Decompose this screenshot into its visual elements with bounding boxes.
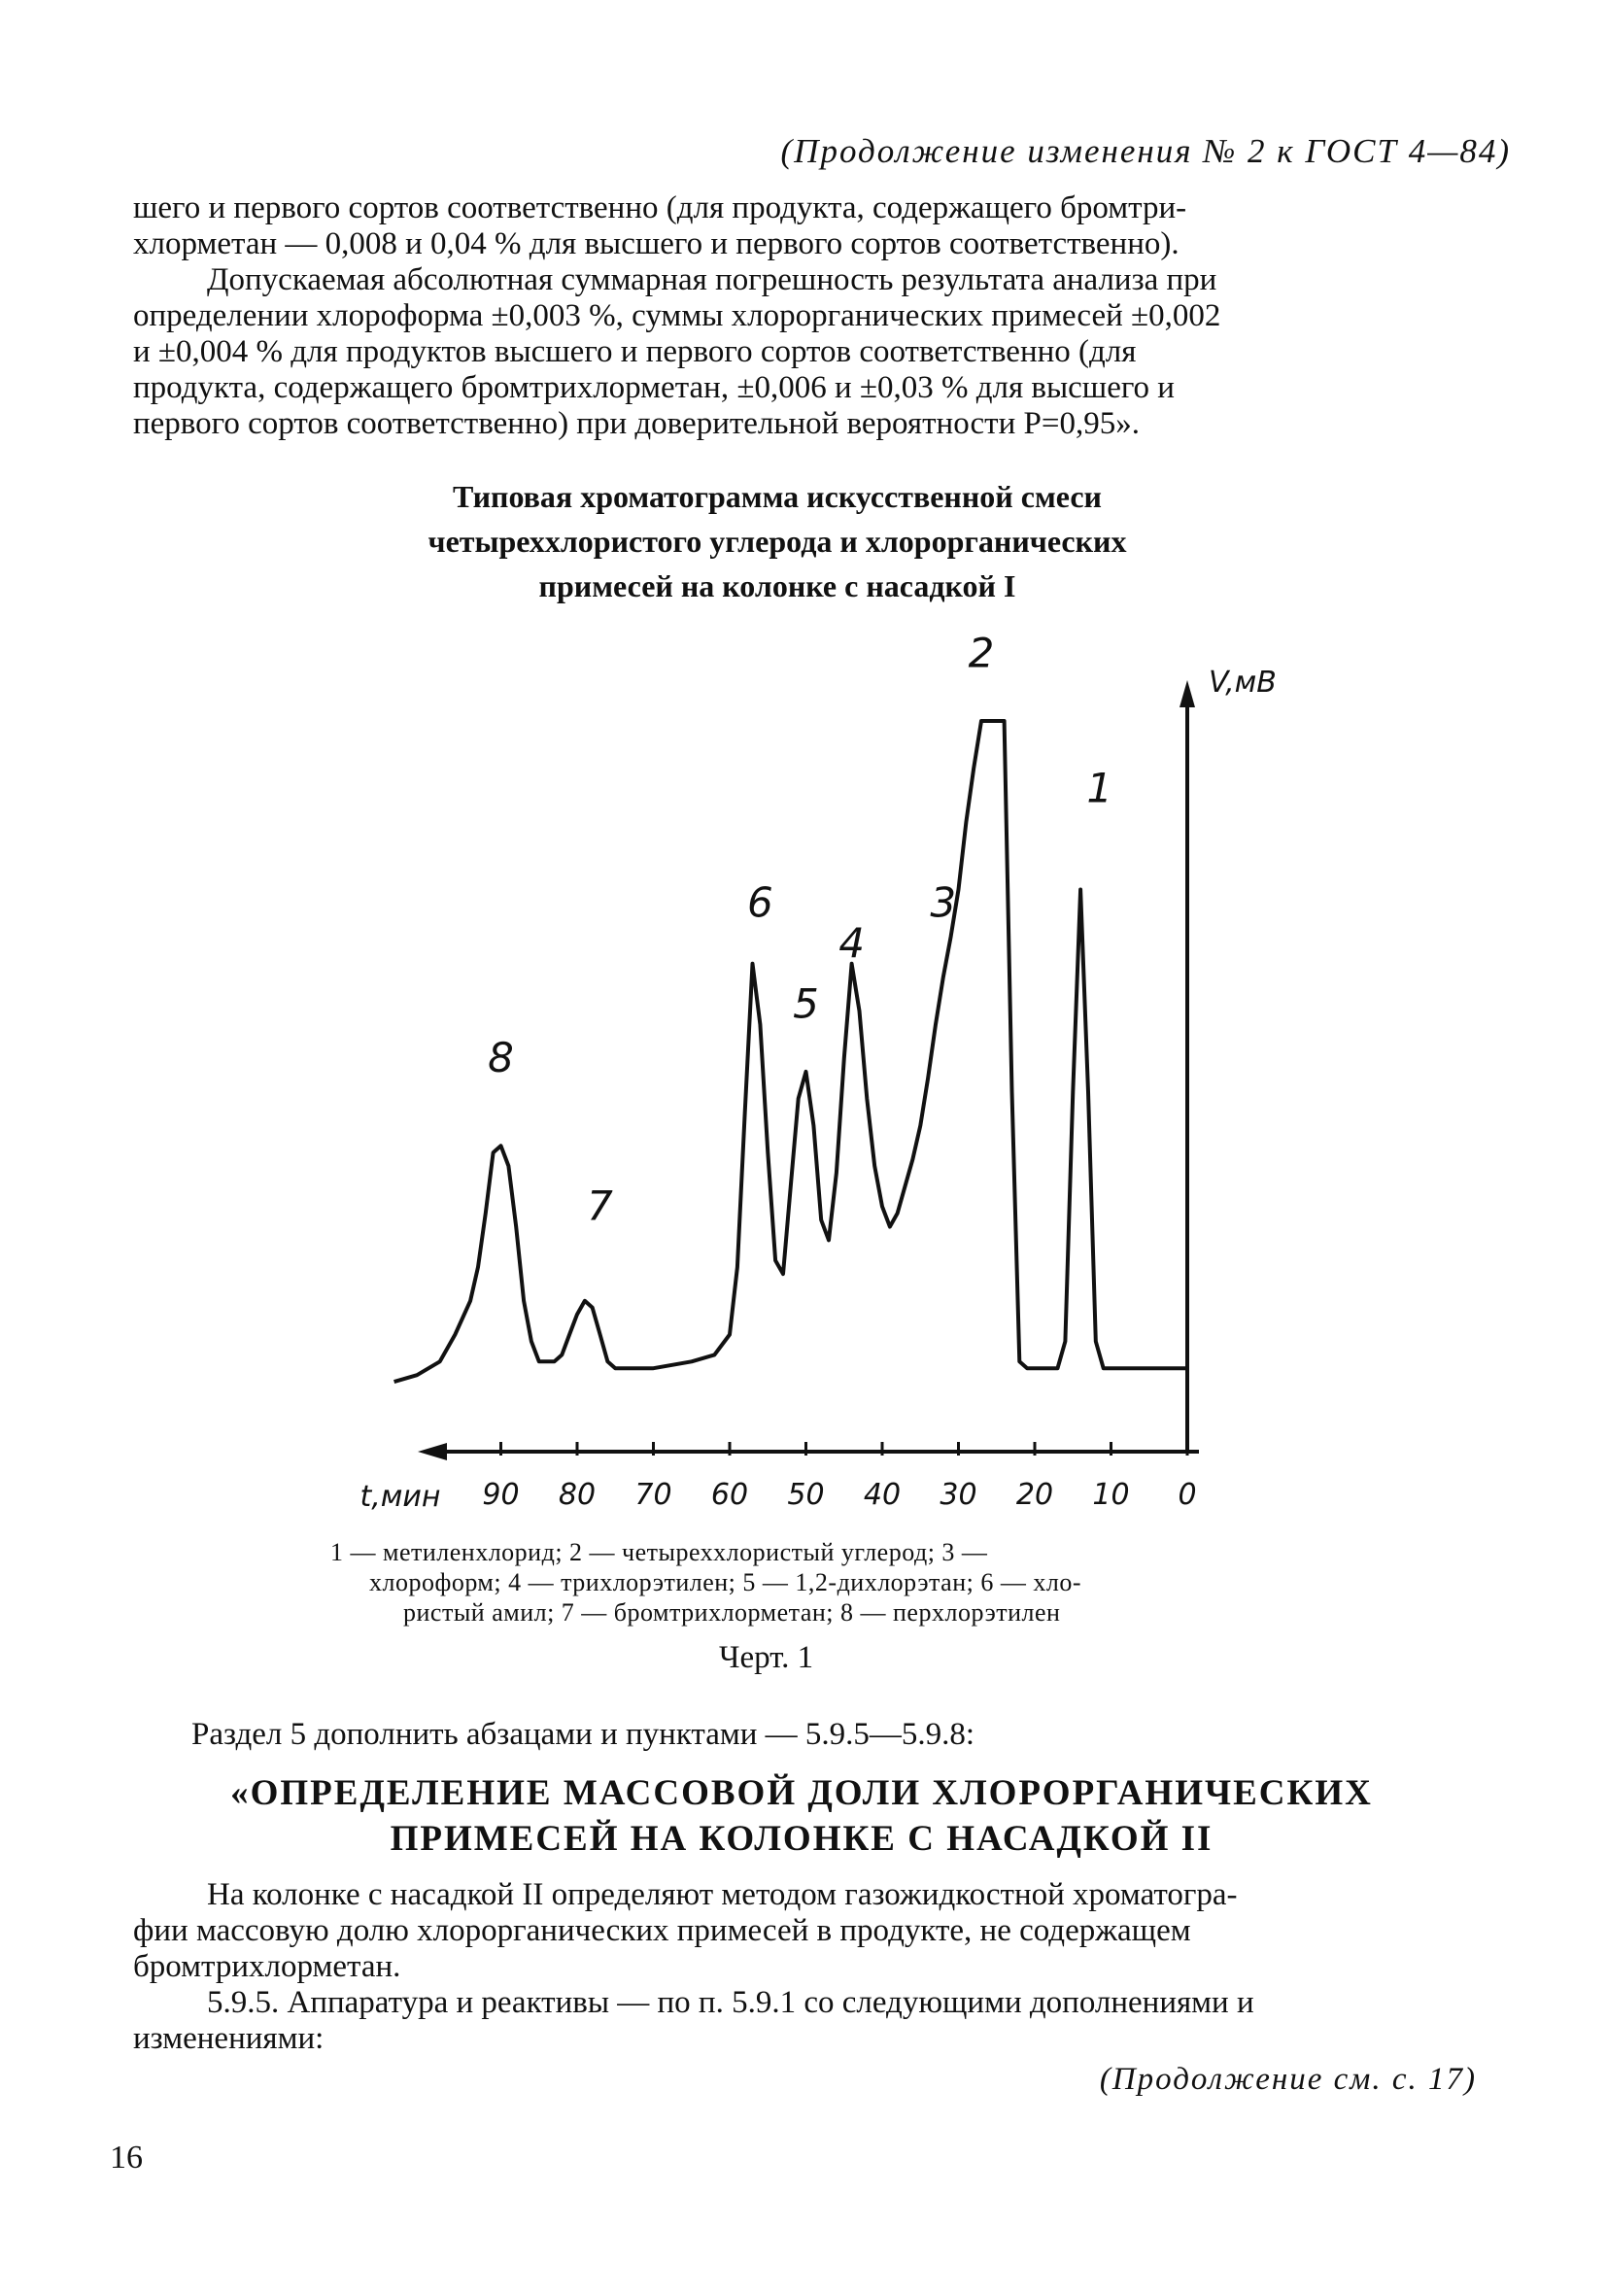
text-line: 5.9.5. Аппаратура и реактивы — по п. 5.9.1 со следующими дополнениями и <box>207 1985 1254 2020</box>
x-tick-label: 0 <box>1178 1478 1197 1512</box>
paragraph-block-2 <box>133 1877 1484 2057</box>
peak-label-1: 1 <box>1086 764 1113 812</box>
plot-layer <box>359 629 1276 1514</box>
legend-line: ристый амил; 7 — бромтрихлорметан; 8 — перхлорэтилен <box>403 1598 1061 1627</box>
x-tick-label: 70 <box>634 1478 672 1512</box>
x-axis-label: t,мин <box>359 1480 441 1514</box>
text-line: определении хлороформа ±0,003 %, суммы хлорорганических примесей ±0,002 <box>133 298 1221 333</box>
peak-label-3: 3 <box>930 878 957 927</box>
x-tick-label: 20 <box>1015 1478 1054 1512</box>
x-tick-label: 50 <box>787 1478 825 1512</box>
figure-title-line: Типовая хроматограмма искусственной смеси <box>453 479 1102 514</box>
peak-label-5: 5 <box>793 979 819 1028</box>
x-tick-label: 10 <box>1092 1478 1130 1512</box>
text-line: шего и первого сортов соответственно (для продукта, содержащего бромтри- <box>133 190 1187 225</box>
text-line: Допускаемая абсолютная суммарная погрешность результата анализа при <box>207 262 1217 297</box>
peak-label-8: 8 <box>488 1033 514 1081</box>
section-heading-line: «ОПРЕДЕЛЕНИЕ МАССОВОЙ ДОЛИ ХЛОРОРГАНИЧЕСКИХ <box>230 1773 1373 1813</box>
text-line: и ±0,004 % для продуктов высшего и первого сортов соответственно (для <box>133 334 1137 369</box>
text-line: хлорметан — 0,008 и 0,04 % для высшего и первого сортов соответственно). <box>133 226 1180 261</box>
legend-line: 1 — метиленхлорид; 2 — четыреххлористый углерод; 3 — <box>330 1538 988 1566</box>
section-heading <box>175 1770 1428 1862</box>
section-heading-line: ПРИМЕСЕЙ НА КОЛОНКЕ С НАСАДКОЙ II <box>390 1819 1214 1859</box>
continuation-footer: (Продолжение см. с. 17) <box>1099 2062 1477 2097</box>
section-intro: Раздел 5 дополнить абзацами и пунктами — 5.9.5—5.9.8: <box>191 1717 975 1752</box>
figure-title-line: четыреххлористого углерода и хлорорганических <box>427 524 1127 559</box>
text-line: На колонке с насадкой II определяют методом газожидкостной хроматогра- <box>207 1877 1238 1912</box>
peak-label-4: 4 <box>838 918 865 967</box>
text-line: первого сортов соответственно) при доверительной вероятности P=0,95». <box>133 406 1140 441</box>
x-tick-label: 60 <box>710 1478 749 1512</box>
peak-label-6: 6 <box>747 878 773 927</box>
x-axis-arrow <box>418 1443 447 1460</box>
figure-title-line: примесей на колонке с насадкой I <box>538 568 1016 603</box>
peak-label-2: 2 <box>968 629 995 677</box>
text-line: бромтрихлорметан. <box>133 1949 401 1984</box>
text-line: фии массовую долю хлорорганических примесей в продукте, не содержащем <box>133 1913 1191 1948</box>
x-tick-label: 30 <box>940 1478 977 1512</box>
figure-legend <box>330 1537 1302 1628</box>
x-tick-label: 90 <box>482 1478 520 1512</box>
page-number: 16 <box>110 2140 143 2176</box>
y-axis-arrow <box>1180 680 1195 707</box>
legend-line: хлороформ; 4 — трихлорэтилен; 5 — 1,2-дихлорэтан; 6 — хло- <box>369 1568 1081 1596</box>
text-line: изменениями: <box>133 2021 325 2056</box>
figure-number: Черт. 1 <box>719 1640 814 1675</box>
continuation-header: (Продолжение изменения № 2 к ГОСТ 4—84) <box>780 132 1511 170</box>
text-line: продукта, содержащего бромтрихлорметан, ±0,006 и ±0,03 % для высшего и <box>133 370 1175 405</box>
peak-label-7: 7 <box>587 1182 613 1230</box>
x-tick-label: 80 <box>558 1478 597 1512</box>
x-tick-label: 40 <box>863 1478 902 1512</box>
y-axis-label: V,мВ <box>1209 666 1277 700</box>
